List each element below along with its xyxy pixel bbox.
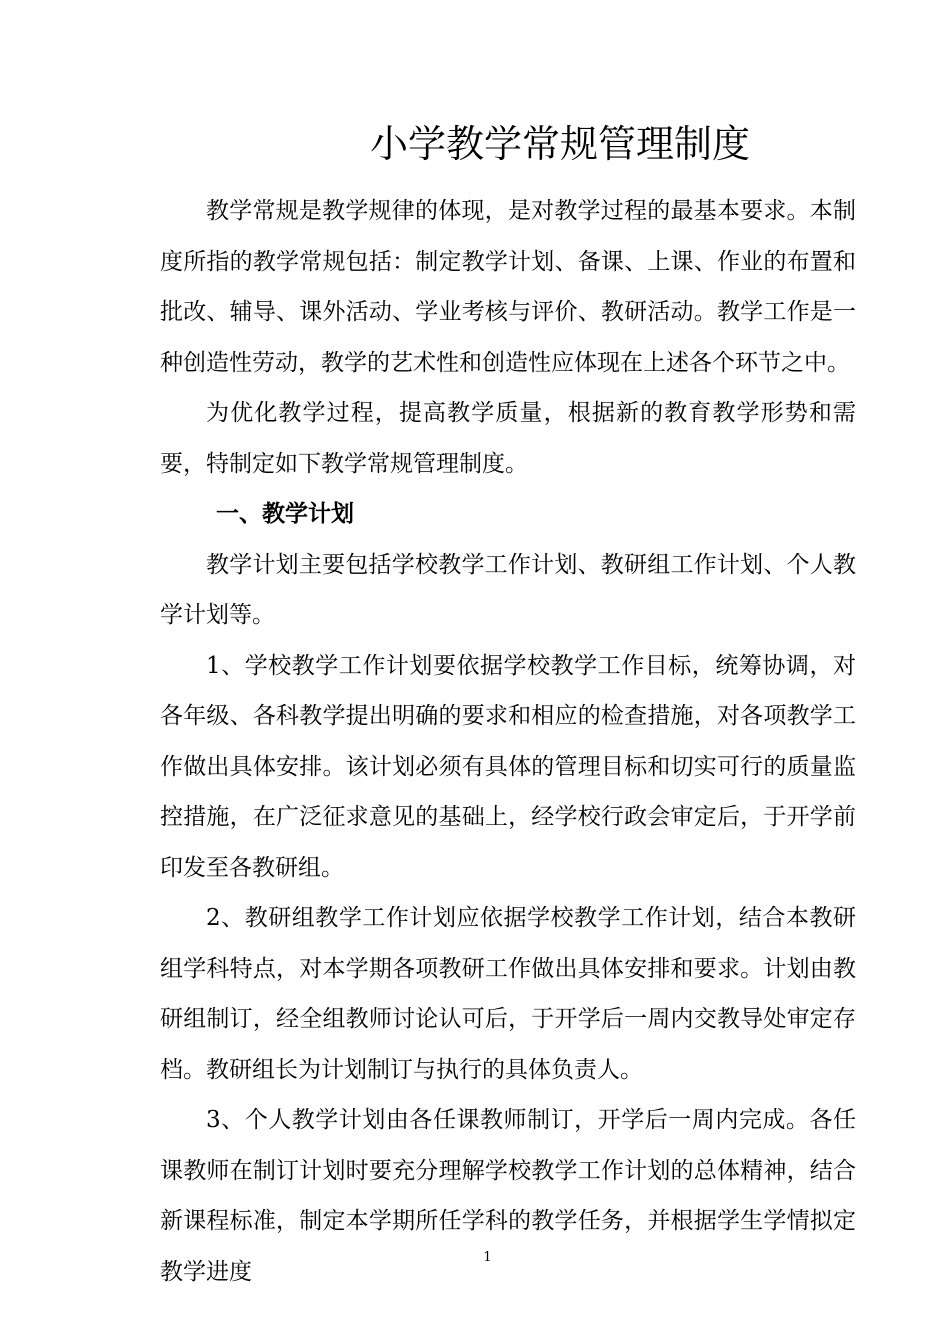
section-paragraph-item-2: 2、教研组教学工作计划应依据学校教学工作计划，结合本教研组学科特点，对本学期各项教研工作做出具体安排和要求。计划由教研组制订，经全组教师讨论认可后，于开学后一周内交教导处审定存档。教研组长为计划制订与执行的具体负责人。	[160, 905, 856, 1083]
page-number: 1	[483, 1250, 492, 1265]
intro-paragraph-1: 教学常规是教学规律的体现，是对教学过程的最基本要求。本制度所指的教学常规包括：制定教学计划、备课、上课、作业的布置和批改、辅导、课外活动、学业考核与评价、教研活动。教学工作是一种创造性劳动，教学的艺术性和创造性应体现在上述各个环节之中。	[160, 198, 856, 376]
intro-paragraph-2: 为优化教学过程，提高教学质量，根据新的教育教学形势和需要，特制定如下教学常规管理制度。	[160, 400, 856, 477]
section-paragraph-item-3: 3、个人教学计划由各任课教师制订，开学后一周内完成。各任课教师在制订计划时要充分理解学校教学工作计划的总体精神，结合新课程标准，制定本学期所任学科的教学任务，并根据学生学情拟定教学进度	[160, 1107, 856, 1285]
section-paragraph-item-1: 1、学校教学工作计划要依据学校教学工作目标，统筹协调，对各年级、各科教学提出明确的要求和相应的检查措施，对各项教学工作做出具体安排。该计划必须有具体的管理目标和切实可行的质量监控措施，在广泛征求意见的基础上，经学校行政会审定后，于开学前印发至各教研组。	[160, 652, 856, 881]
document-title: 小学教学常规管理制度	[369, 122, 750, 166]
document-body	[160, 186, 856, 1297]
section-paragraph-overview: 教学计划主要包括学校教学工作计划、教研组工作计划、个人教学计划等。	[160, 551, 856, 628]
section-heading-teaching-plan: 一、教学计划	[216, 501, 354, 527]
